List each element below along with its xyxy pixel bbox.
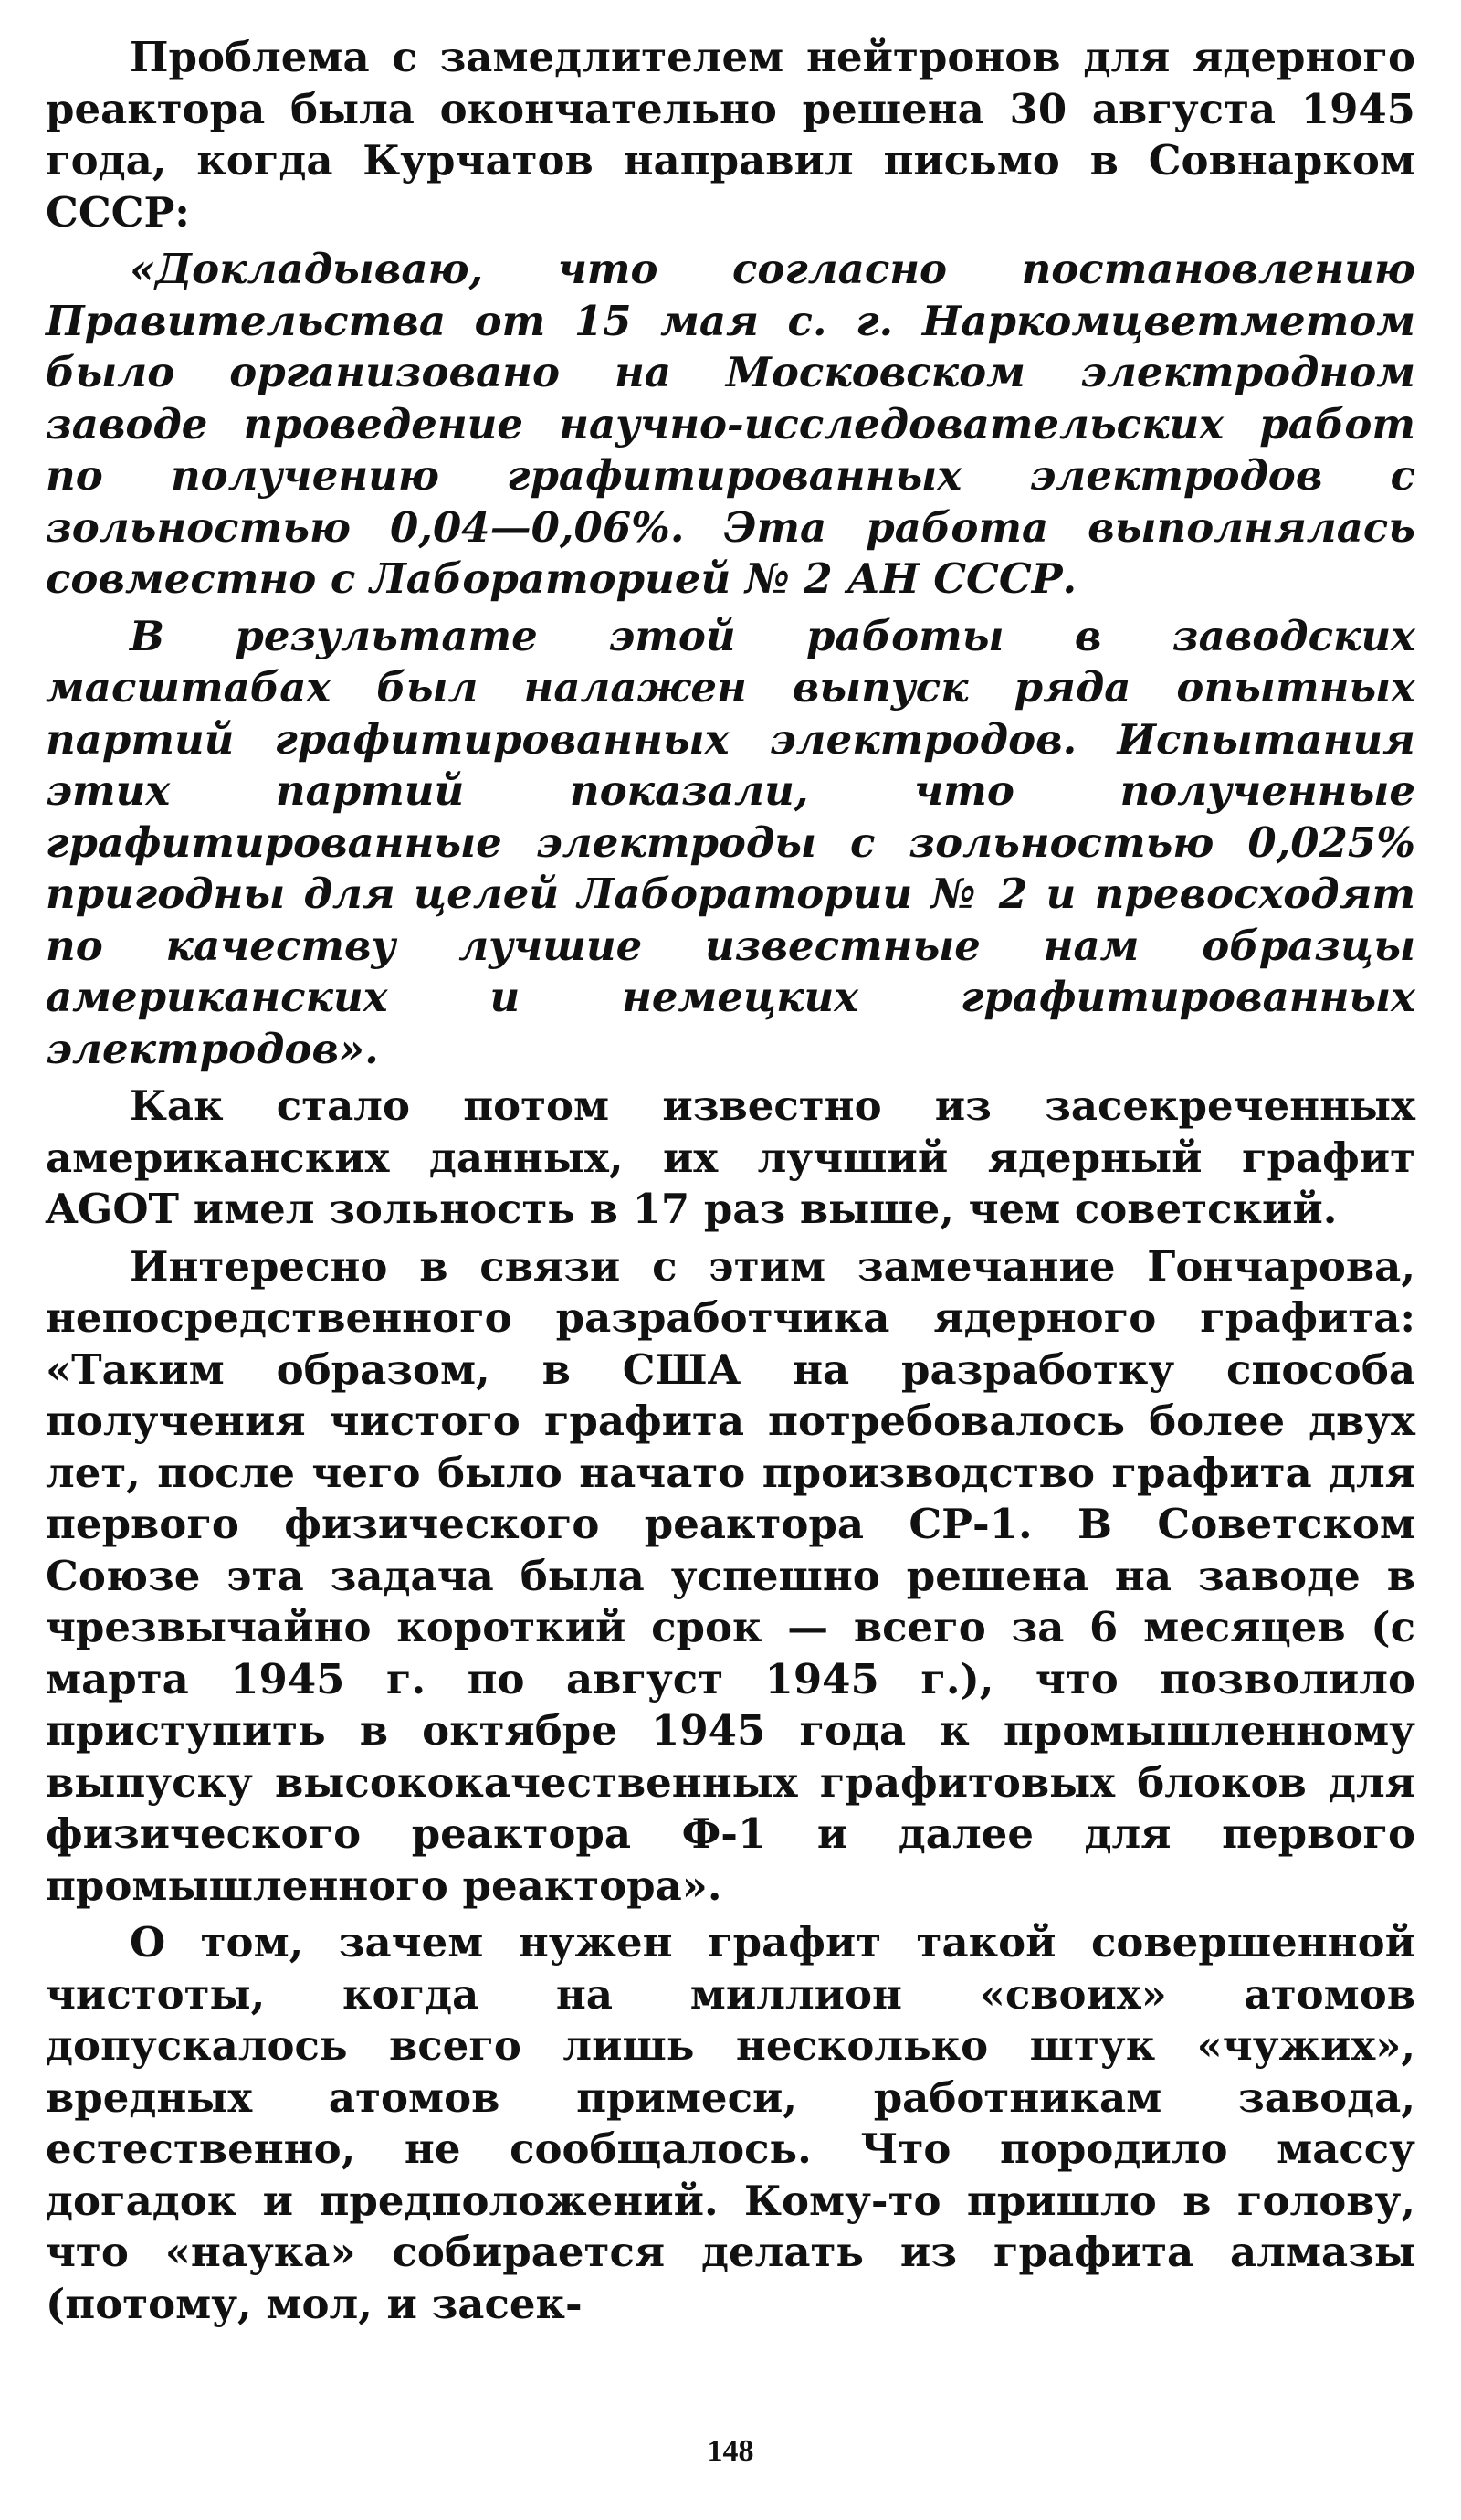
- text-block: [46, 32, 1415, 2335]
- paragraph-purity-rumors: О том, зачем нужен графит такой совершенной чистоты, когда на миллион «своих» атомов допускалось всего лишь несколько штук «чужих», вредных атомов примеси, работникам завода, естественно, не сообщалось. Что породило массу догадок и предположений. Кому-то пришло в голову, что «наука» собирается делать из графита алмазы (потому, мол, и засек-: [46, 1918, 1415, 2328]
- book-page: [46, 32, 1415, 2489]
- paragraph-agot-comparison: Как стало потом известно из засекреченных американских данных, их лучший ядерный графит AGOT имел зольность в 17 раз выше, чем советский.: [46, 1081, 1415, 1233]
- paragraph-goncharov-remark: Интересно в связи с этим замечание Гончарова, непосредственного разработчика ядерного графита: «Таким образом, в США на разработку способа получения чистого графита потребовалось более двух лет, после чего было начато производство графита для первого физического реактора СР-1. В Советском Союзе эта задача была успешно решена на заводе в чрезвычайно короткий срок — всего за 6 месяцев (с марта 1945 г. по август 1945 г.), что позволило приступить в октябре 1945 года к промышленному выпуску высококачественных графитовых блоков для физического реактора Ф-1 и далее для первого промышленного реактора».: [46, 1241, 1415, 1910]
- paragraph-quote-results: В результате этой работы в заводских масштабах был налажен выпуск ряда опытных партий графитированных электродов. Испытания этих партий показали, что полученные графитированные электроды с зольностью 0,025% пригодны для целей Лаборатории № 2 и превосходят по качеству лучшие известные нам образцы американских и немецких графитированных электродов».: [46, 611, 1415, 1073]
- page-number: 148: [707, 2434, 754, 2468]
- paragraph-graphite-problem: Проблема с замедлителем нейтронов для ядерного реактора была окончательно решена 30 августа 1945 года, когда Курчатов направил письмо в Совнарком СССР:: [46, 33, 1415, 237]
- paragraph-quote-report: «Докладываю, что согласно постановлению Правительства от 15 мая с. г. Наркомцветметом было организовано на Московском электродном заводе проведение научно-исследовательских работ по получению графитированных электродов с зольностью 0,04—0,06%. Эта работа выполнялась совместно с Лабораторией № 2 АН СССР.: [46, 245, 1415, 603]
